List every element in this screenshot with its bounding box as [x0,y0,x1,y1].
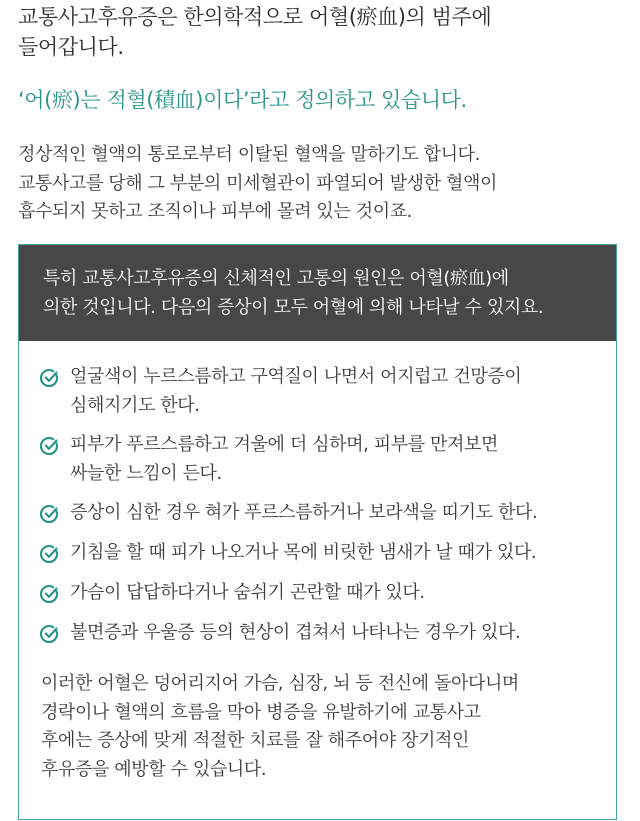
intro-line: 교통사고후유증은 한의학적으로 어혈(瘀血)의 범주에 [18,5,492,29]
symptom-text: 얼굴색이 누르스름하고 구역질이 나면서 어지럽고 건망증이 [70,366,522,387]
symptom-box [18,244,617,820]
symptom-box-header [19,245,616,341]
closing-line: 이러한 어혈은 덩어리지어 가슴, 심장, 뇌 등 전신에 돌아다니며 [41,673,519,694]
description-line: 정상적인 혈액의 통로로부터 이탈된 혈액을 말하기도 합니다. [18,144,480,165]
symptom-text: 증상이 심한 경우 혀가 푸르스름하거나 보라색을 띠기도 한다. [70,502,538,523]
symptom-item [39,619,520,648]
definition-quote: ‘어(瘀)는 적혈(積血)이다’라고 정의하고 있습니다. [18,88,467,112]
check-circle-icon [39,367,61,389]
symptom-item [39,363,521,420]
symptom-text: 불면증과 우울증 등의 현상이 겹쳐서 나타나는 경우가 있다. [70,622,521,643]
description-paragraph [18,141,497,227]
check-circle-icon [39,503,61,525]
check-circle-icon [39,543,61,565]
closing-line: 후에는 증상에 맞게 적절한 치료를 잘 해주어야 장기적인 [41,730,469,751]
symptom-item [39,579,425,608]
symptom-item [39,499,537,528]
description-line: 흡수되지 못하고 조직이나 피부에 몰려 있는 것이죠. [18,201,412,222]
closing-line: 후유증을 예방할 수 있습니다. [41,758,267,780]
intro-paragraph [18,2,491,62]
closing-line: 경락이나 혈액의 흐름을 막아 병증을 유발하기에 교통사고 [41,701,481,723]
symptom-item [39,539,536,568]
check-circle-icon [39,435,61,457]
check-circle-icon [39,583,61,605]
intro-line: 들어갑니다. [18,35,124,59]
closing-paragraph [41,670,519,784]
symptom-text: 피부가 푸르스름하고 겨울에 더 심하며, 피부를 만져보면 [70,434,498,455]
symptom-text: 심해지기도 한다. [70,394,200,416]
symptom-item [39,431,498,488]
description-line: 교통사고를 당해 그 부분의 미세혈관이 파열되어 발생한 혈액이 [18,172,497,194]
symptom-text: 기침을 할 때 피가 나오거나 목에 비릿한 냄새가 날 때가 있다. [70,542,537,563]
symptom-text: 가슴이 답답하다거나 숨쉬기 곤란할 때가 있다. [70,582,425,603]
check-circle-icon [39,623,61,645]
header-line: 특히 교통사고후유증의 신체적인 고통의 원인은 어혈(瘀血)에 [43,268,509,289]
header-line: 의한 것입니다. 다음의 증상이 모두 어혈에 의해 나타날 수 있지요. [43,297,544,318]
symptom-text: 싸늘한 느낌이 든다. [70,462,222,484]
